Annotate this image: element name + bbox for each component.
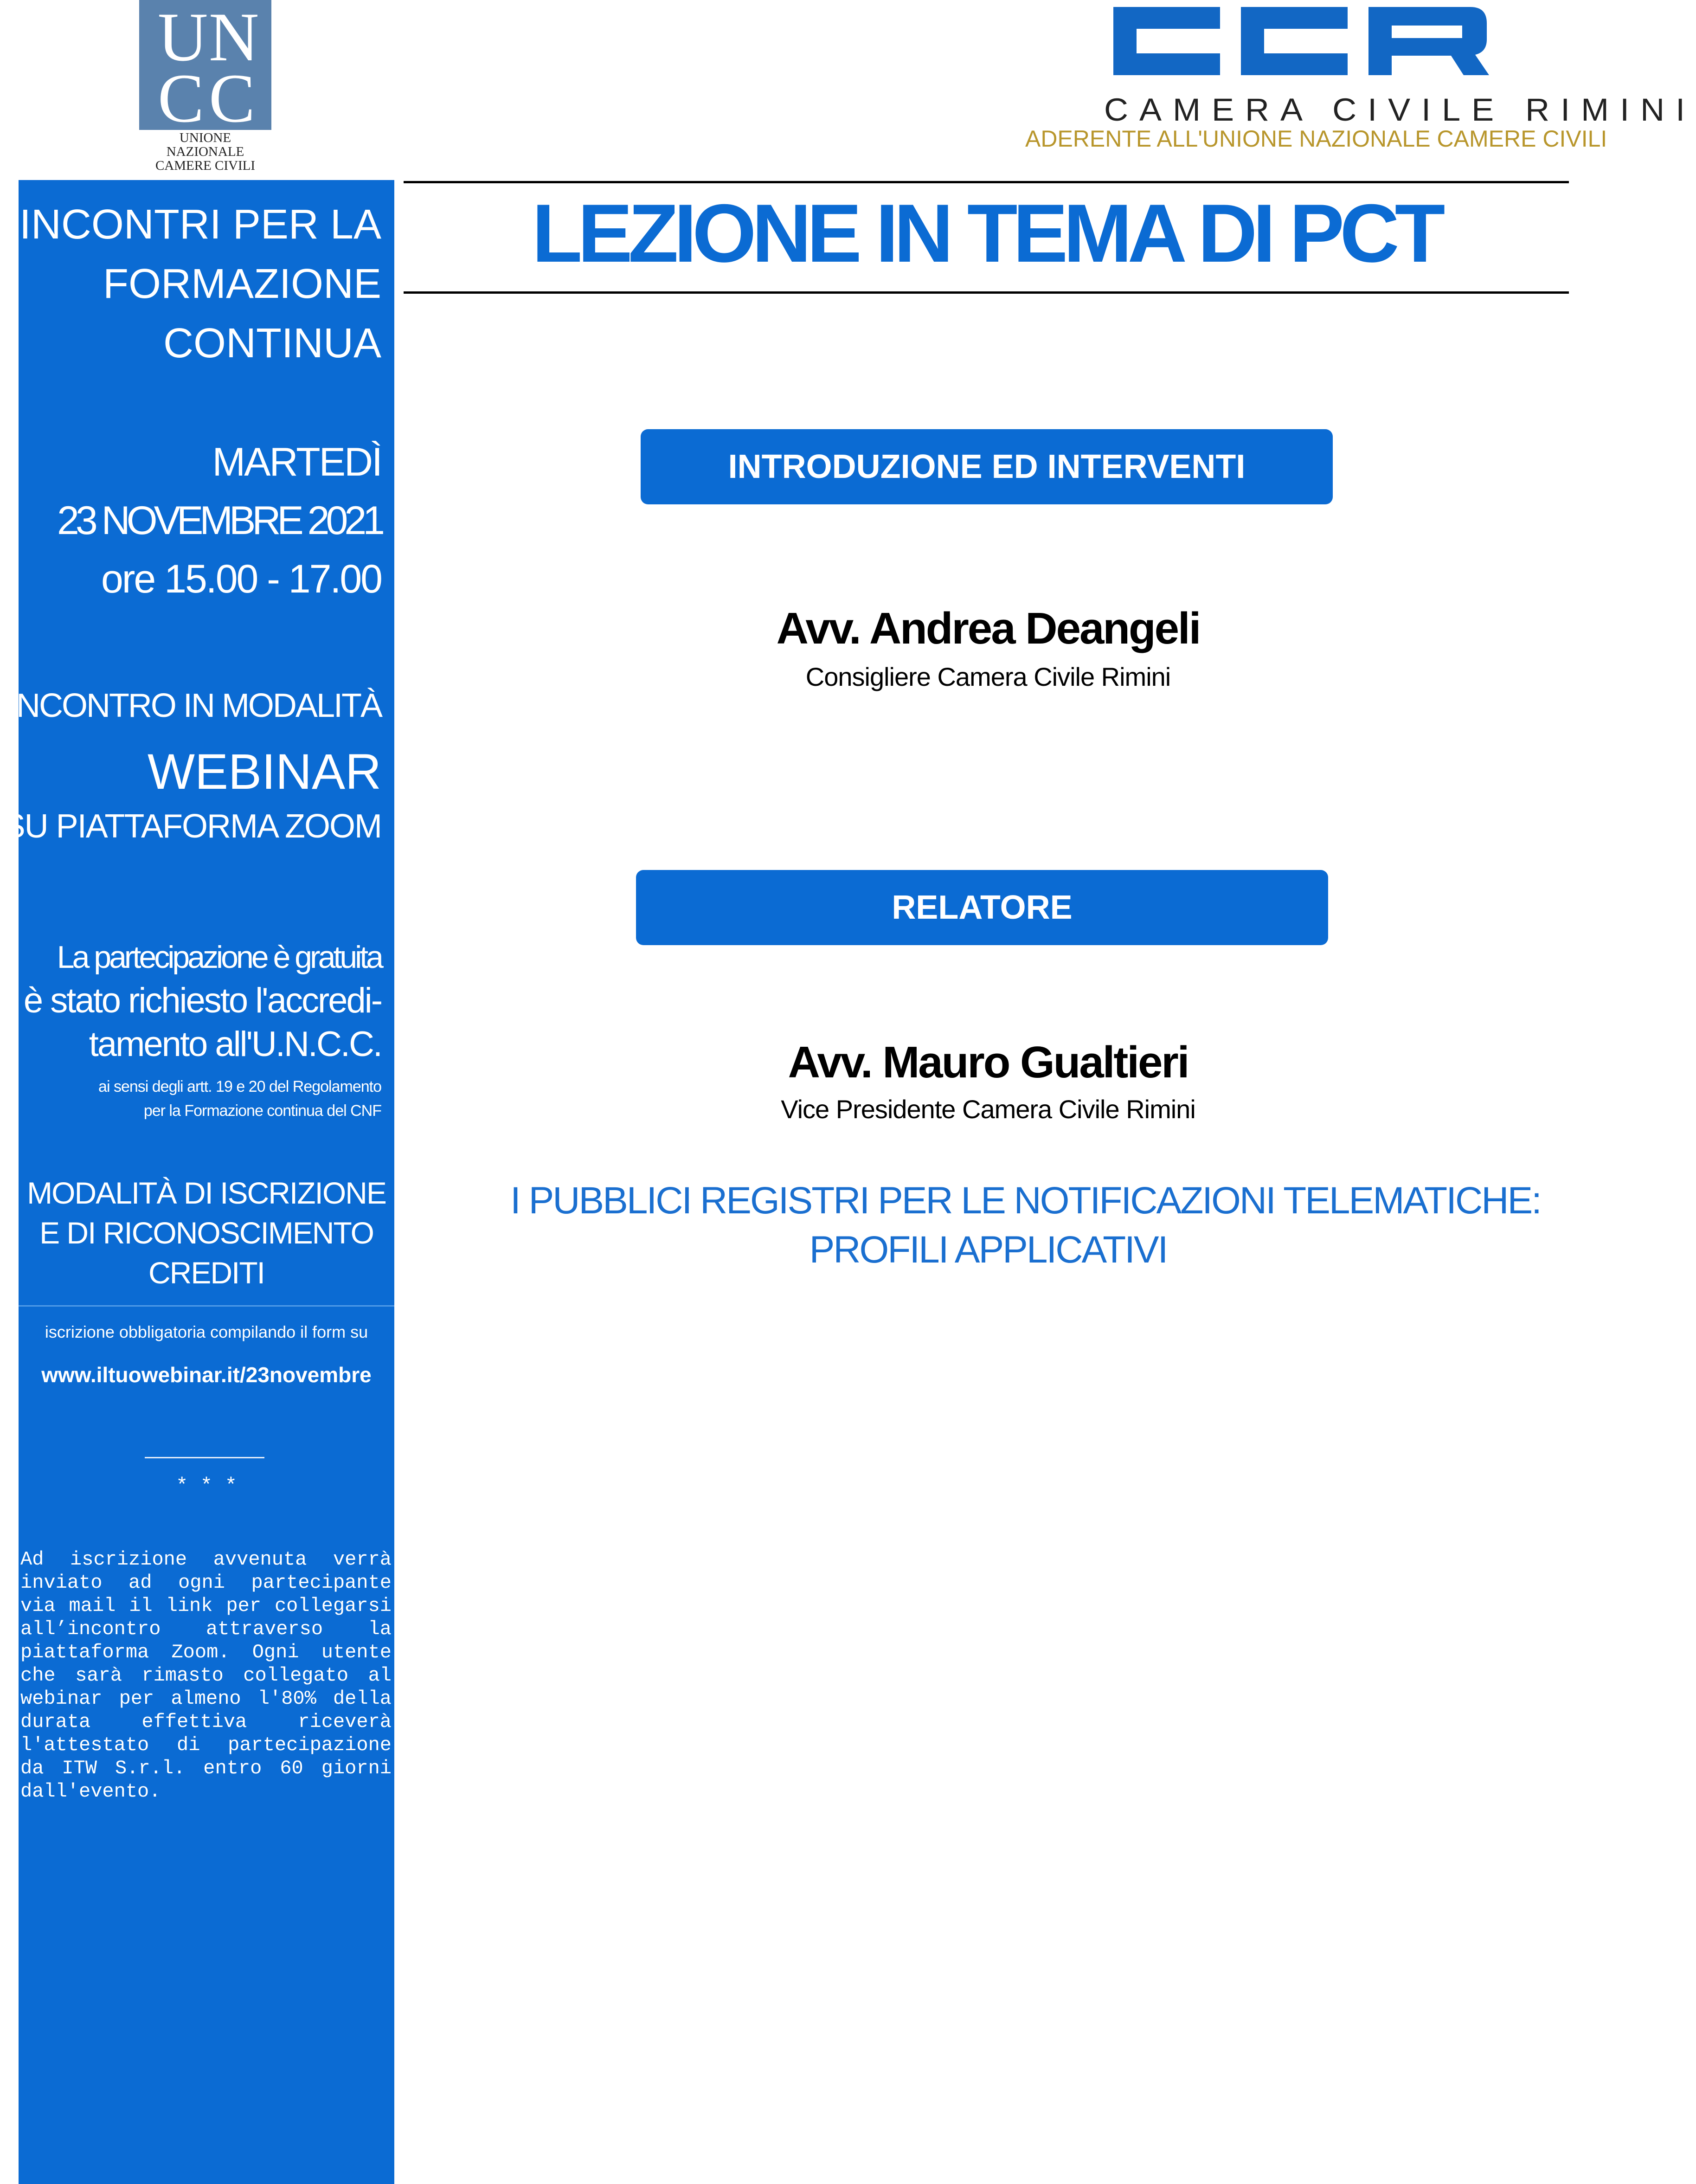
- ccr-logo-mark: [1104, 0, 1498, 88]
- ccr-subtitle: CAMERA CIVILE RIMINI: [1104, 92, 1696, 128]
- section-relatore: RELATORE: [636, 870, 1328, 945]
- affiliation-text: ADERENTE ALL'UNIONE NAZIONALE CAMERE CIVILI: [1025, 126, 1607, 152]
- speaker2-name: Avv. Mauro Gualtieri: [788, 1037, 1188, 1087]
- event-time: ore 15.00 - 17.00: [101, 557, 381, 601]
- sidebar-divider: [19, 1305, 394, 1307]
- separator-stars: * * *: [175, 1475, 238, 1498]
- uncc-caption: [139, 131, 271, 173]
- lecture-topic: [510, 1176, 1541, 1275]
- registration-link[interactable]: www.iltuowebinar.it/23novembre: [41, 1363, 372, 1387]
- event-date-line: 23 NOVEMBRE 2021: [57, 498, 381, 543]
- speaker2-role: Vice Presidente Camera Civile Rimini: [781, 1095, 1195, 1124]
- ccr-letter-c2: [1241, 7, 1348, 75]
- attendance-note: Ad iscrizione avvenuta verrà inviato ad ogni partecipante via mail il link per collegarsi all’incontro attraverso la piattaforma Zoom. Ogni utente che sarà rimasto collegato al webinar per almeno l'80% della durata effettiva riceverà l'attestato di partecipazione da ITW S.r.l. entro 60 giorni dall'evento.: [20, 1548, 392, 1803]
- section-introduzione: INTRODUZIONE ED INTERVENTI: [641, 429, 1333, 504]
- participation-line2: è stato richiesto l'accredi-: [23, 981, 381, 1020]
- ccr-letter-c1: [1113, 7, 1220, 75]
- iscrizione-heading: [19, 1173, 394, 1293]
- iscrizione-text: iscrizione obbligatoria compilando il form su: [45, 1322, 368, 1341]
- ccr-letter-r: [1368, 7, 1489, 75]
- iscrizione-heading-line3: CREDITI: [148, 1256, 264, 1290]
- speaker1-role: Consigliere Camera Civile Rimini: [805, 662, 1171, 691]
- participation-line1: La partecipazione è gratuita: [57, 940, 381, 975]
- event-date: [57, 433, 381, 608]
- participation-line3: tamento all'U.N.C.C.: [89, 1024, 381, 1064]
- topic-line1: I PUBBLICI REGISTRI PER LE NOTIFICAZIONI TELEMATICHE:: [510, 1179, 1541, 1222]
- title-rule-bottom: [404, 291, 1569, 294]
- topic-line2: PROFILI APPLICATIVI: [809, 1229, 1167, 1271]
- uncc-logo: [139, 0, 271, 173]
- regulation-line1: ai sensi degli artt. 19 e 20 del Regolamento: [98, 1078, 381, 1095]
- mode-line1: INCONTRO IN MODALITÀ: [8, 687, 381, 724]
- uncc-caption-line1: UNIONE NAZIONALE: [166, 130, 244, 159]
- page-title: LEZIONE IN TEMA DI PCT: [532, 187, 1441, 279]
- uncc-logo-mark: [139, 0, 271, 137]
- uncc-letter-u: U: [158, 0, 208, 76]
- sidebar-heading-line2: FORMAZIONE: [103, 261, 381, 307]
- speaker1-name: Avv. Andrea Deangeli: [776, 604, 1200, 653]
- regulation-note: [98, 1075, 381, 1123]
- mode-platform: SU PIATTAFORMA ZOOM: [3, 808, 381, 845]
- regulation-line2: per la Formazione continua del CNF: [143, 1102, 381, 1120]
- uncc-letter-c2: C: [209, 60, 256, 137]
- uncc-letter-n: N: [209, 0, 259, 76]
- uncc-letter-c1: C: [158, 60, 205, 137]
- sidebar-heading-line3: CONTINUA: [163, 320, 381, 367]
- participation-text: [24, 935, 381, 1066]
- short-divider: [145, 1457, 264, 1458]
- sidebar-heading: [19, 195, 381, 373]
- uncc-caption-line2: CAMERE CIVILI: [155, 158, 256, 173]
- event-weekday: MARTEDÌ: [212, 440, 381, 484]
- ccr-logo: [1104, 0, 1696, 132]
- iscrizione-heading-line2: E DI RICONOSCIMENTO: [39, 1216, 373, 1250]
- sidebar-heading-line1: INCONTRI PER LA: [19, 201, 381, 248]
- sidebar: [3, 180, 394, 2184]
- title-rule-top: [404, 181, 1569, 183]
- iscrizione-heading-line1: MODALITÀ DI ISCRIZIONE: [27, 1176, 386, 1210]
- mode-webinar: WEBINAR: [147, 743, 381, 799]
